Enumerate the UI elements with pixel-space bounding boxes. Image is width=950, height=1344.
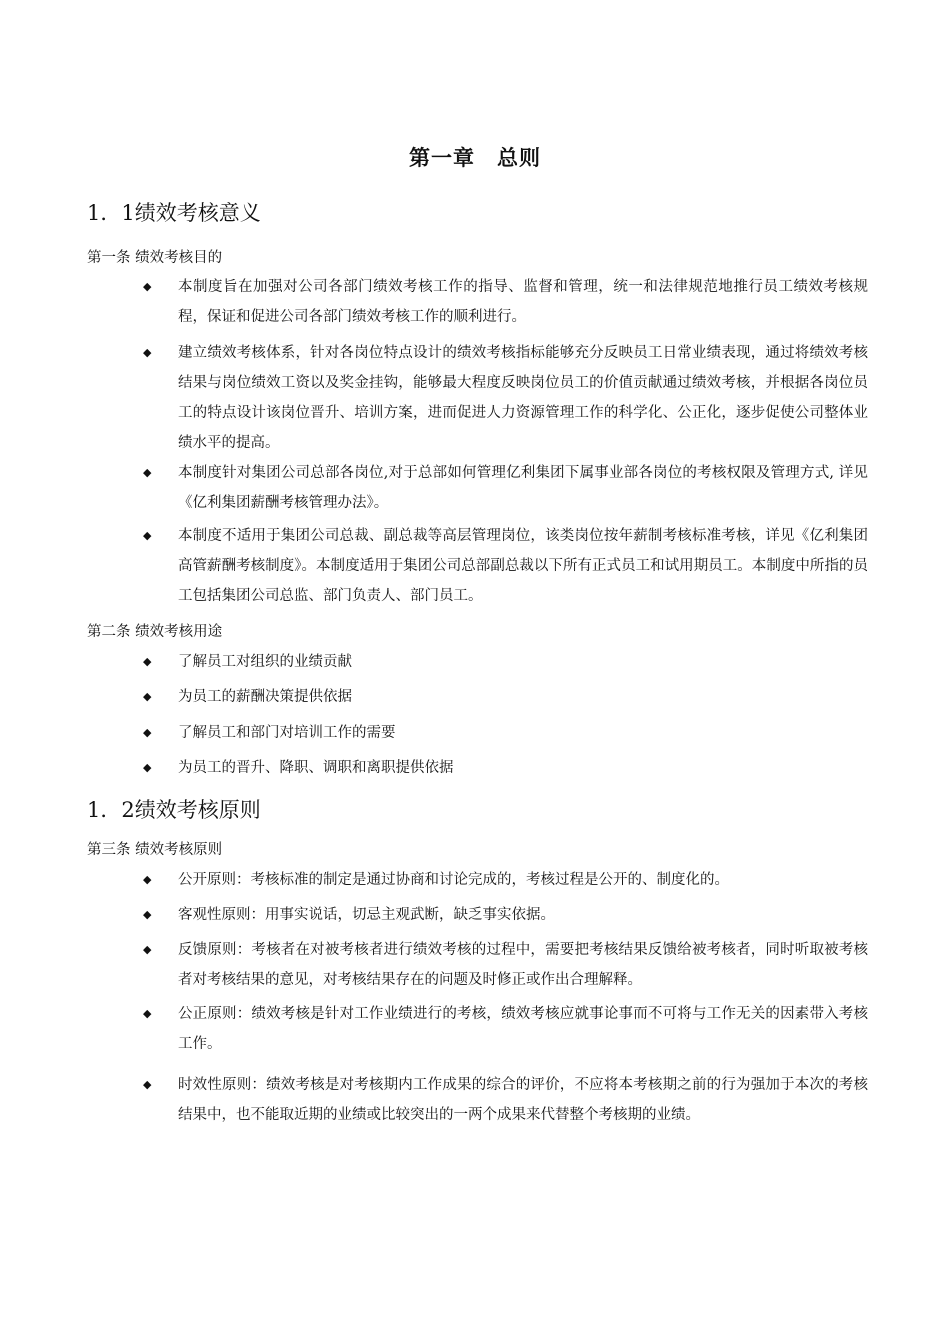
list-item-text: 本制度旨在加强对公司各部门绩效考核工作的指导、监督和管理，统一和法律规范地推行员工绩效考核规程，保证和促进公司各部门绩效考核工作的顺利进行。 — [178, 279, 868, 325]
bullet-icon: ◆ — [143, 1078, 152, 1091]
article-title: 第三条 绩效考核原则 — [87, 842, 223, 858]
list-item — [143, 900, 868, 930]
list-item — [143, 682, 868, 712]
section-heading: 1．1绩效考核意义 — [87, 201, 261, 225]
list-item — [143, 458, 868, 518]
list-item-text: 建立绩效考核体系，针对各岗位特点设计的绩效考核指标能够充分反映员工日常业绩表现，通过将绩效考核结果与岗位绩效工资以及奖金挂钩，能够最大程度反映岗位员工的价值贡献通过绩效考核，并根据各岗位员工的特点设计该岗位晋升、培训方案，进而促进人力资源管理工作的科学化、公正化，逐步促使公司整体业绩水平的提高。 — [178, 345, 868, 451]
list-item — [143, 338, 868, 458]
list-item-text: 时效性原则：绩效考核是对考核期内工作成果的综合的评价，不应将本考核期之前的行为强加于本次的考核结果中，也不能取近期的业绩或比较突出的一两个成果来代替整个考核期的业绩。 — [178, 1077, 868, 1123]
list-item-text: 本制度不适用于集团公司总裁、副总裁等高层管理岗位，该类岗位按年薪制考核标准考核，详见《亿利集团高管薪酬考核制度》。本制度适用于集团公司总部副总裁以下所有正式员工和试用期员工。本制度中所指的员工包括集团公司总监、部门负责人、部门员工。 — [178, 528, 868, 604]
bullet-icon: ◆ — [143, 726, 152, 739]
article-title: 第一条 绩效考核目的 — [87, 250, 223, 266]
bullet-icon: ◆ — [143, 908, 152, 921]
list-item-text: 公开原则：考核标准的制定是通过协商和讨论完成的，考核过程是公开的、制度化的。 — [178, 872, 729, 888]
bullet-icon: ◆ — [143, 873, 152, 886]
chapter-title: 第一章 总则 — [409, 146, 541, 170]
bullet-icon: ◆ — [143, 466, 152, 479]
list-item-text: 为员工的薪酬决策提供依据 — [178, 689, 352, 705]
article-title: 第二条 绩效考核用途 — [87, 624, 223, 640]
bullet-icon: ◆ — [143, 943, 152, 956]
list-item — [143, 272, 868, 332]
list-item-text: 客观性原则：用事实说话，切忌主观武断，缺乏事实依据。 — [178, 907, 555, 923]
bullet-icon: ◆ — [143, 690, 152, 703]
bullet-icon: ◆ — [143, 529, 152, 542]
bullet-icon: ◆ — [143, 655, 152, 668]
bullet-icon: ◆ — [143, 346, 152, 359]
section-heading: 1．2绩效考核原则 — [87, 798, 261, 822]
list-item — [143, 647, 868, 677]
bullet-icon: ◆ — [143, 280, 152, 293]
list-item-text: 了解员工对组织的业绩贡献 — [178, 654, 352, 670]
list-item — [143, 935, 868, 995]
list-item — [143, 521, 868, 611]
list-item-text: 公正原则：绩效考核是针对工作业绩进行的考核，绩效考核应就事论事而不可将与工作无关的因素带入考核工作。 — [178, 1006, 868, 1052]
list-item-text: 反馈原则：考核者在对被考核者进行绩效考核的过程中，需要把考核结果反馈给被考核者，同时听取被考核者对考核结果的意见，对考核结果存在的问题及时修正或作出合理解释。 — [178, 942, 868, 988]
list-item — [143, 999, 868, 1059]
list-item — [143, 865, 868, 895]
list-item-text: 本制度针对集团公司总部各岗位,对于总部如何管理亿利集团下属事业部各岗位的考核权限及管理方式, 详见《亿利集团薪酬考核管理办法》。 — [178, 465, 868, 511]
list-item — [143, 753, 868, 783]
list-item-text: 为员工的晋升、降职、调职和离职提供依据 — [178, 760, 454, 776]
list-item — [143, 718, 868, 748]
list-item — [143, 1070, 868, 1130]
bullet-icon: ◆ — [143, 761, 152, 774]
list-item-text: 了解员工和部门对培训工作的需要 — [178, 725, 396, 741]
bullet-icon: ◆ — [143, 1007, 152, 1020]
